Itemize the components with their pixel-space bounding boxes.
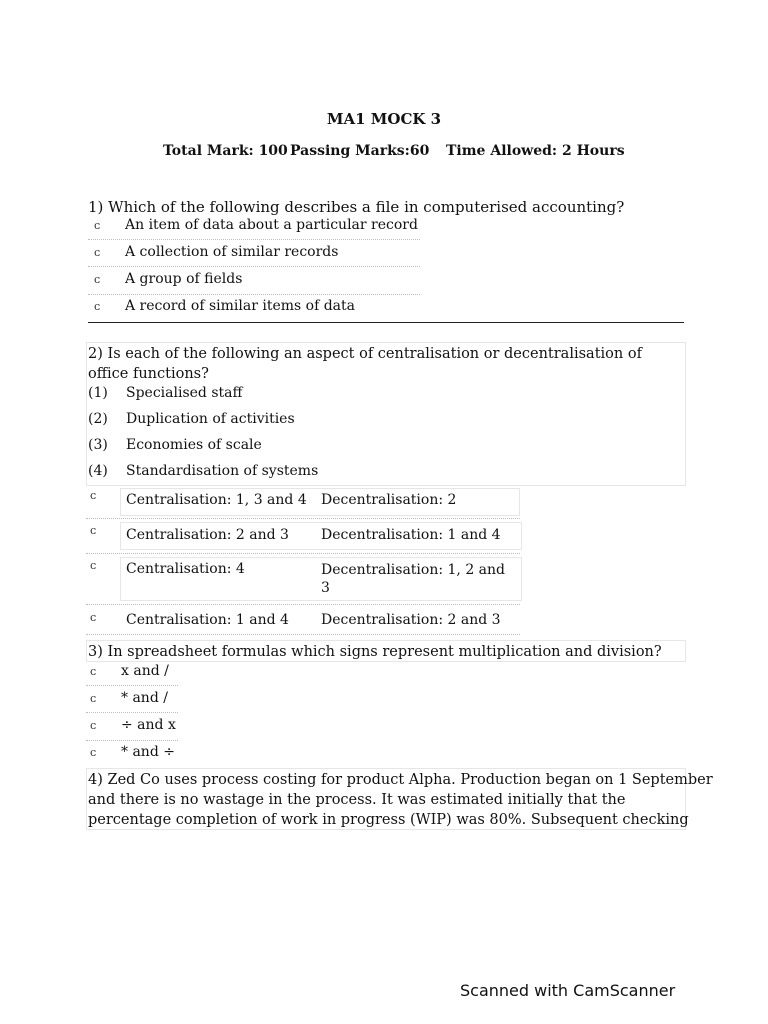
q2-option-3-radio[interactable]: ᴄ [90,559,97,572]
q2-item-2-number: (2) [88,411,108,427]
divider [86,712,178,713]
q2-option-1-radio[interactable]: ᴄ [90,489,97,502]
time-allowed: Time Allowed: 2 Hours [446,143,625,159]
q2-option-4-decentralisation: Decentralisation: 2 and 3 [321,612,501,628]
q3-option-4-label: * and ÷ [121,744,175,760]
q1-option-3-radio[interactable]: ᴄ [94,273,101,286]
q2-item-3-number: (3) [88,437,108,453]
q1-option-4-radio[interactable]: ᴄ [94,300,101,313]
q3-option-3-radio[interactable]: ᴄ [90,719,97,732]
q2-option-1-decentralisation: Decentralisation: 2 [321,492,457,508]
q1-option-4-label: A record of similar items of data [125,298,355,314]
q2-item-3-text: Economies of scale [126,437,262,453]
q2-option-3-centralisation: Centralisation: 4 [126,561,245,577]
q3-option-3-label: ÷ and x [121,717,176,733]
question-4-line-1: 4) Zed Co uses process costing for product Alpha. Production began on 1 September [88,772,713,788]
page-title: MA1 MOCK 3 [326,110,442,128]
section-divider [88,322,684,323]
divider [86,740,178,741]
q1-option-2-label: A collection of similar records [125,244,339,260]
q2-option-2-radio[interactable]: ᴄ [90,524,97,537]
q3-option-1-label: x and / [121,663,169,679]
q1-option-3-label: A group of fields [125,271,243,287]
q1-option-1-label: An item of data about a particular record [125,217,418,233]
q2-item-4-text: Standardisation of systems [126,463,319,479]
q2-option-2-centralisation: Centralisation: 2 and 3 [126,527,289,543]
question-3-text: 3) In spreadsheet formulas which signs represent multiplication and division? [88,644,662,660]
q1-option-1-radio[interactable]: ᴄ [94,219,101,232]
q2-option-3-decentralisation: Decentralisation: 1, 2 and 3 [321,562,506,596]
q2-item-4-number: (4) [88,463,108,479]
passing-marks: Passing Marks:60 [290,143,430,159]
q3-option-2-radio[interactable]: ᴄ [90,692,97,705]
divider [86,518,520,519]
question-2-text: 2) Is each of the following an aspect of centralisation or decentralisation of office functions? [88,346,642,382]
q2-item-1-text: Specialised staff [126,385,243,401]
q1-option-2-radio[interactable]: ᴄ [94,246,101,259]
q2-item-2-text: Duplication of activities [126,411,295,427]
divider [88,266,420,267]
divider [86,604,520,605]
divider [86,634,520,635]
scanner-watermark: Scanned with CamScanner [460,981,676,1000]
question-1-text: 1) Which of the following describes a file in computerised accounting? [88,198,625,216]
q2-item-1-number: (1) [88,385,108,401]
q3-option-1-radio[interactable]: ᴄ [90,665,97,678]
question-4-line-3: percentage completion of work in progress (WIP) was 80%. Subsequent checking [88,812,689,828]
q3-option-2-label: * and / [121,690,168,706]
divider [86,553,520,554]
divider [88,294,420,295]
total-mark: Total Mark: 100 [163,143,288,159]
q2-option-2-decentralisation: Decentralisation: 1 and 4 [321,527,501,543]
q2-option-4-radio[interactable]: ᴄ [90,611,97,624]
q2-option-4-centralisation: Centralisation: 1 and 4 [126,612,289,628]
divider [86,685,178,686]
q3-option-4-radio[interactable]: ᴄ [90,746,97,759]
q2-option-1-centralisation: Centralisation: 1, 3 and 4 [126,492,307,508]
divider [88,239,420,240]
question-4-line-2: and there is no wastage in the process. It was estimated initially that the [88,792,626,808]
